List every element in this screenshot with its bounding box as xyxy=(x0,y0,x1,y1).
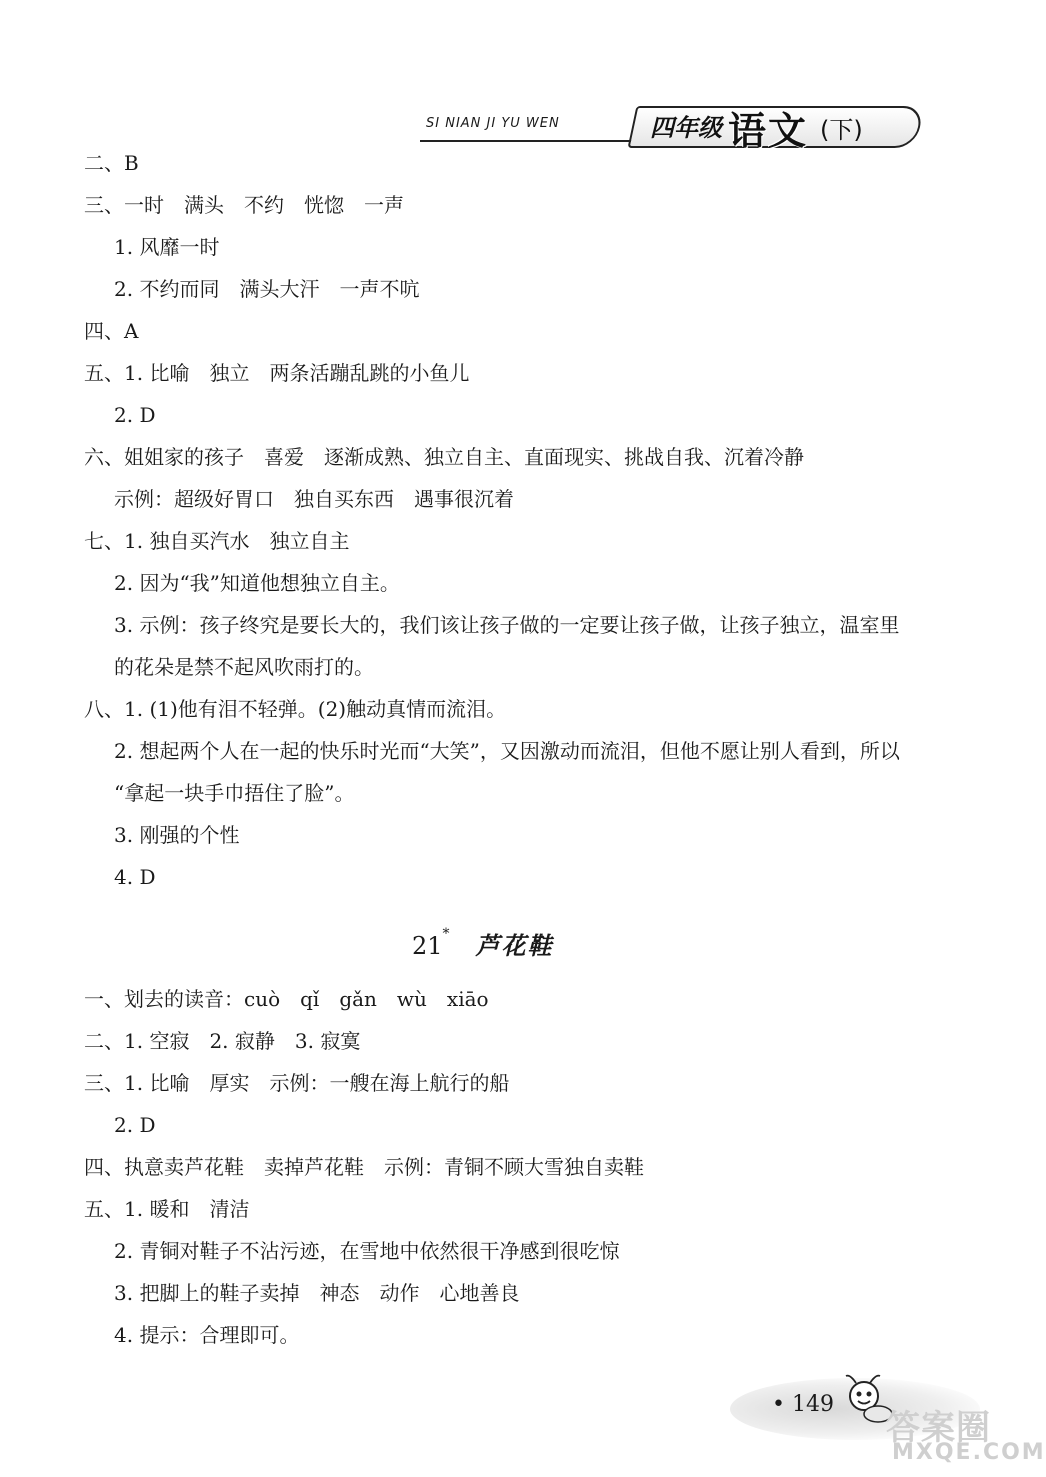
answer-line: 4. D xyxy=(114,865,156,889)
answer-line: 3. 把脚上的鞋子卖掉 神态 动作 心地善良 xyxy=(114,1281,520,1305)
answer-line: 三、1. 比喻 厚实 示例：一艘在海上航行的船 xyxy=(84,1071,510,1095)
answer-line: 2. 青铜对鞋子不沾污迹，在雪地中依然很干净感到很吃惊 xyxy=(114,1239,620,1263)
answer-line: 3. 刚强的个性 xyxy=(114,823,240,847)
header-rule xyxy=(420,140,642,142)
header-grade: 四年级 xyxy=(650,114,722,142)
answer-line: 的花朵是禁不起风吹雨打的。 xyxy=(114,655,374,679)
answer-line: 示例：超级好胃口 独自买东西 遇事很沉着 xyxy=(114,487,514,511)
answer-line: 八、1. (1)他有泪不轻弹。(2)触动真情而流泪。 xyxy=(84,697,507,721)
answer-line: 2. 不约而同 满头大汗 一声不吭 xyxy=(114,277,420,301)
section-star: * xyxy=(442,926,450,942)
answer-line: 二、1. 空寂 2. 寂静 3. 寂寞 xyxy=(84,1029,361,1053)
answer-line: 六、姐姐家的孩子 喜爱 逐渐成熟、独立自主、直面现实、挑战自我、沉着冷静 xyxy=(84,445,804,469)
answer-line: 三、一时 满头 不约 恍惚 一声 xyxy=(84,193,404,217)
answer-line: “拿起一块手巾捂住了脸”。 xyxy=(114,781,355,805)
answer-line: 五、1. 比喻 独立 两条活蹦乱跳的小鱼儿 xyxy=(84,361,470,385)
section-number: 21 xyxy=(412,932,443,960)
answer-line: 四、执意卖芦花鞋 卖掉芦花鞋 示例：青铜不顾大雪独自卖鞋 xyxy=(84,1155,644,1179)
answer-line: 1. 风靡一时 xyxy=(114,235,220,259)
header-pinyin: SI NIAN JI YU WEN xyxy=(426,116,560,131)
watermark-url: MXQE.COM xyxy=(892,1440,1046,1465)
page-number: • 149 xyxy=(772,1392,834,1417)
watermark: 答案圈 xyxy=(886,1408,991,1448)
section-name: 芦花鞋 xyxy=(475,932,554,960)
answer-line: 2. 想起两个人在一起的快乐时光而“大笑”，又因激动而流泪，但他不愿让别人看到，所以 xyxy=(114,739,900,763)
answer-line: 七、1. 独自买汽水 独立自主 xyxy=(84,529,350,553)
section-title xyxy=(412,926,554,961)
answer-line: 四、A xyxy=(84,319,139,343)
answer-line: 2. 因为“我”知道他想独立自主。 xyxy=(114,571,400,595)
answer-line: 五、1. 暖和 清洁 xyxy=(84,1197,250,1221)
header-volume: (下) xyxy=(820,116,863,144)
answer-line: 2. D xyxy=(114,1113,156,1137)
header-subject: 语文 xyxy=(728,109,809,153)
answer-line: 2. D xyxy=(114,403,156,427)
page-header xyxy=(420,102,920,152)
answer-line: 二、B xyxy=(84,151,139,175)
answer-line: 3. 示例：孩子终究是要长大的，我们该让孩子做的一定要让孩子做，让孩子独立，温室里 xyxy=(114,613,900,637)
answer-line: 一、划去的读音：cuò qǐ gǎn wù xiāo xyxy=(84,987,489,1011)
answer-line: 4. 提示：合理即可。 xyxy=(114,1323,300,1347)
